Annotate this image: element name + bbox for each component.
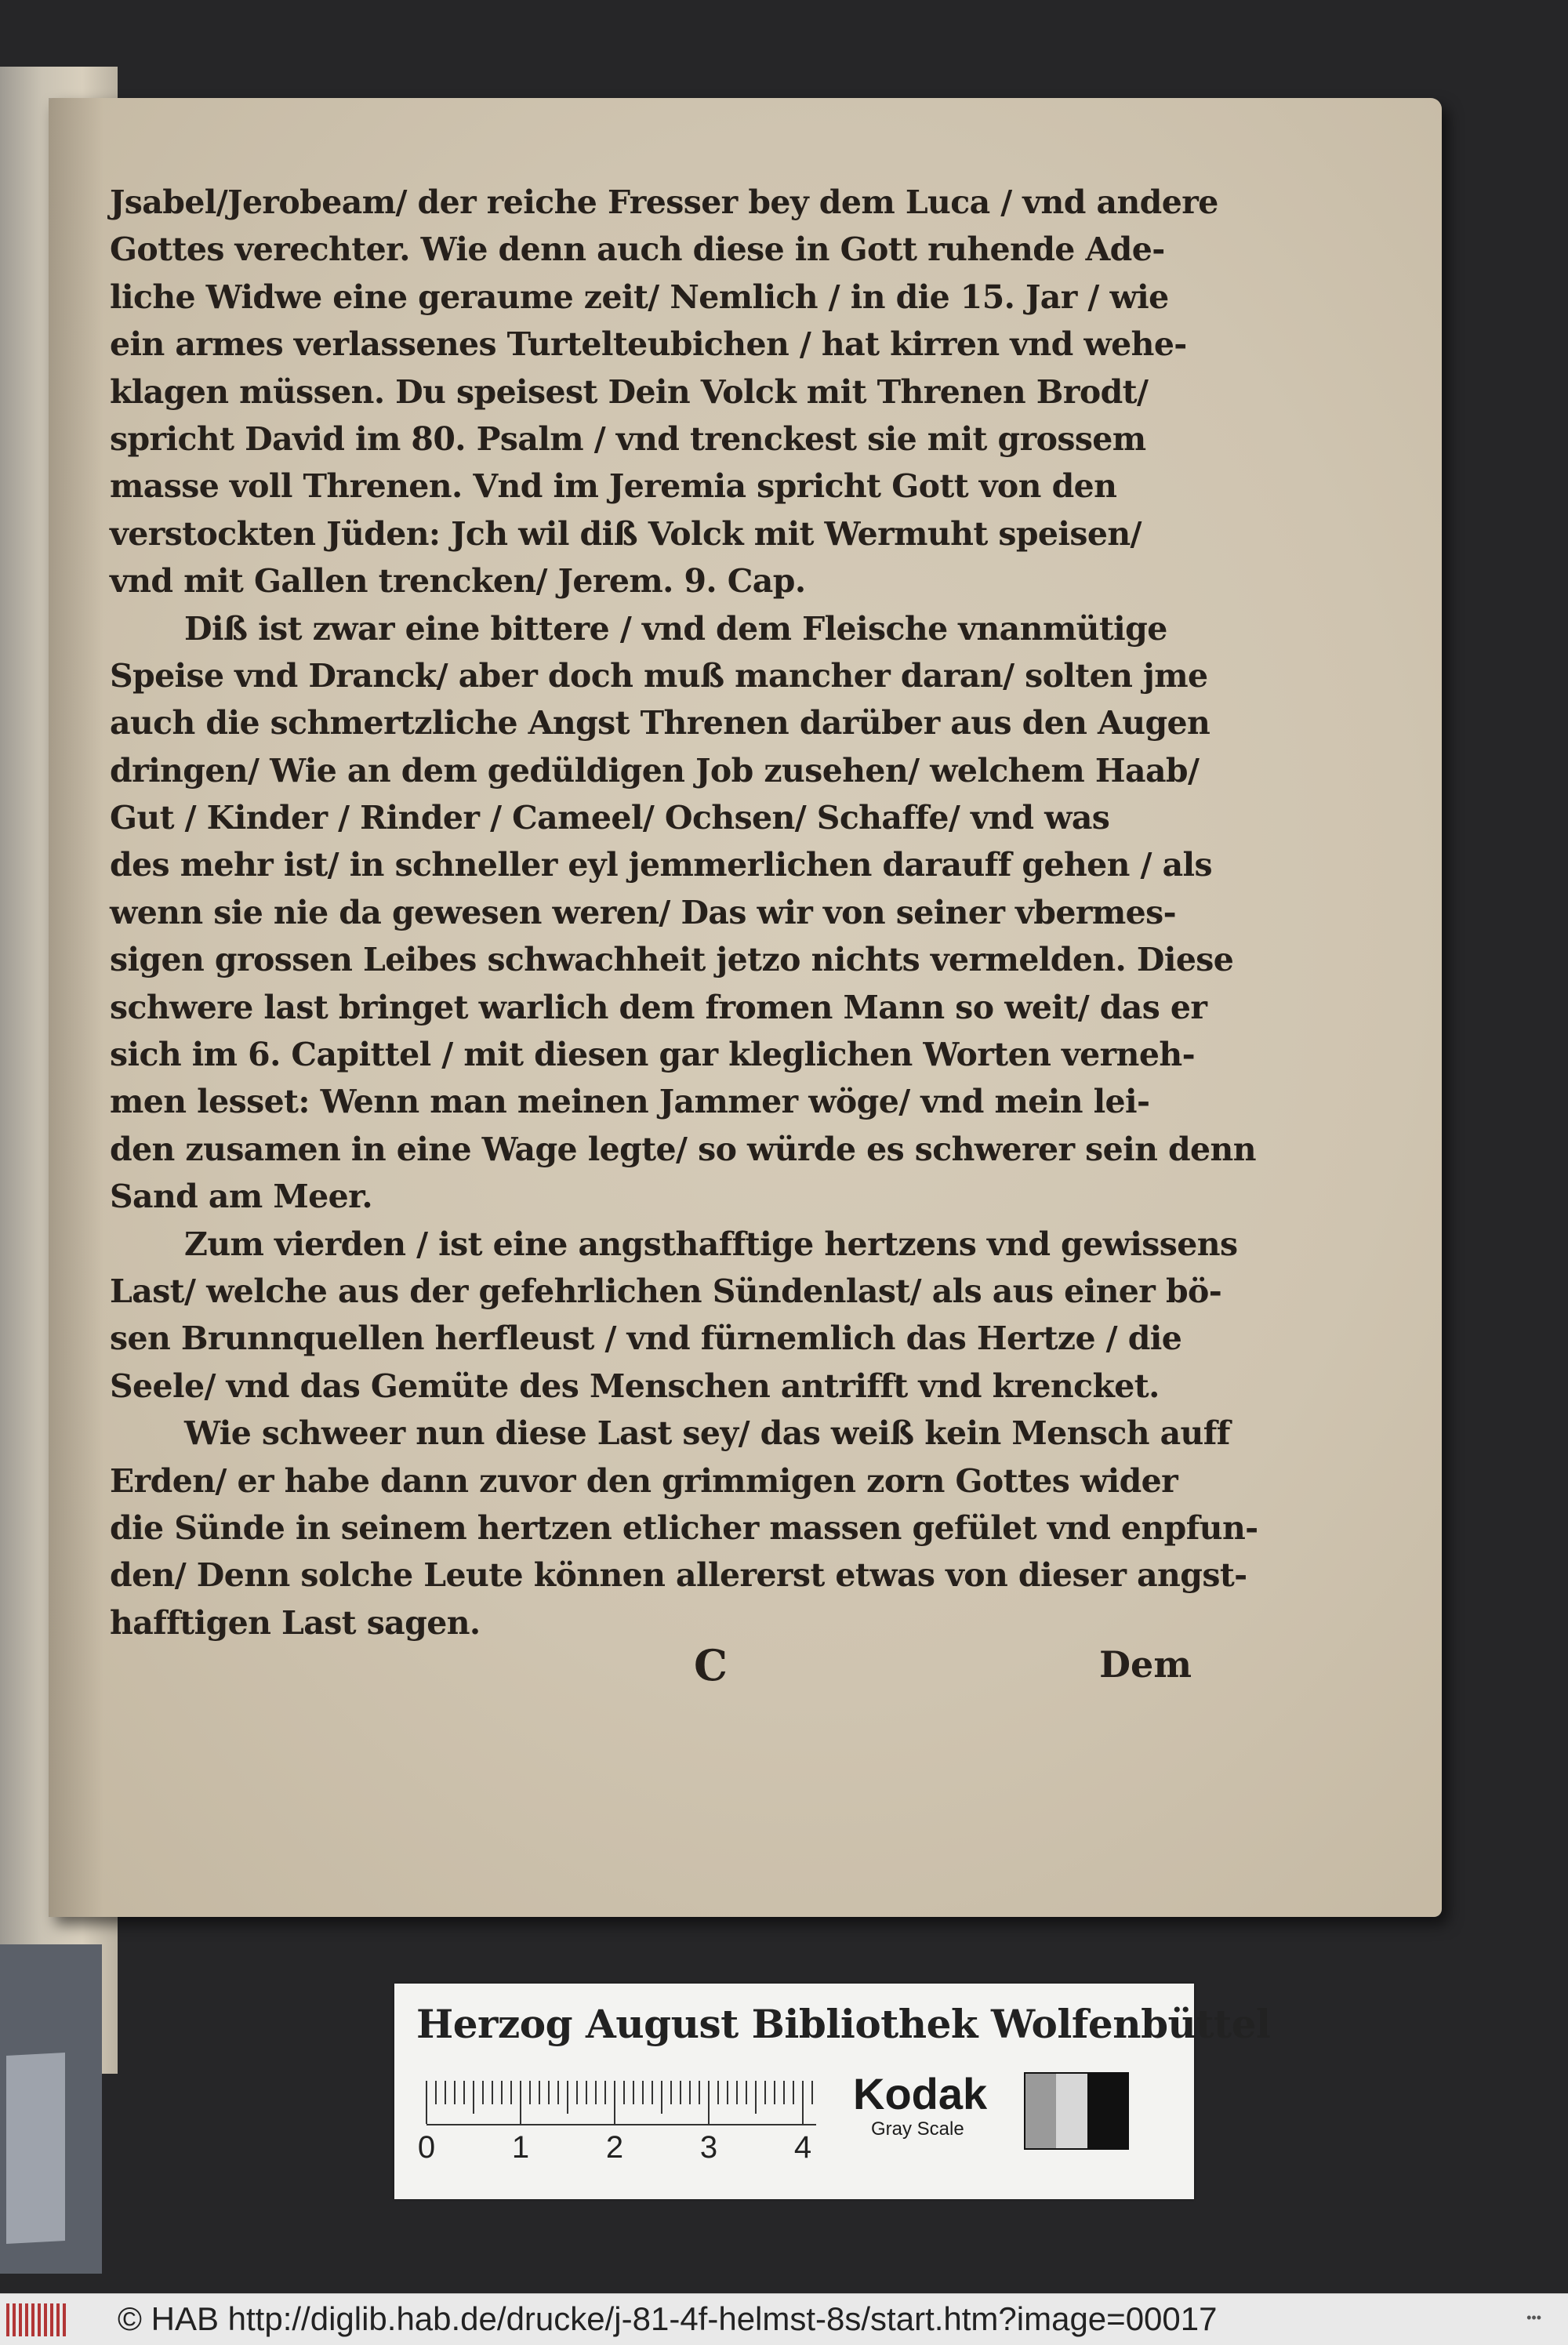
text-line: Sand am Meer.	[110, 1178, 373, 1216]
text-line: Zum vierden / ist eine angsthafftige hertzens vnd gewissens	[184, 1225, 1238, 1263]
text-line: ein armes verlassenes Turtelteubichen / hat kirren vnd wehe-	[110, 325, 1187, 364]
text-line: Gottes verechter. Wie denn auch diese in Gott ruhende Ade-	[110, 231, 1165, 269]
text-line: Gut / Kinder / Rinder / Cameel/ Ochsen/ Schaffe/ vnd was	[110, 799, 1110, 837]
gray-patch-black	[1087, 2074, 1127, 2148]
status-bar	[0, 2293, 1568, 2345]
ruler-numbers	[418, 2130, 811, 2165]
library-name: Herzog August Bibliothek Wolfenbüttel	[416, 2001, 1271, 2047]
text-line: klagen müssen. Du speisest Dein Volck mit Threnen Brodt/	[110, 372, 1149, 411]
text-line: sen Brunnquellen herfleust / vnd fürnemlich das Hertze / die	[110, 1320, 1182, 1358]
signature-mark: C	[694, 1640, 728, 1690]
text-line: Jsabel/Jerobeam/ der reiche Fresser bey dem Luca / vnd andere	[110, 183, 1218, 221]
text-line: liche Widwe eine geraume zeit/ Nemlich / in die 15. Jar / wie	[110, 278, 1169, 316]
gray-scale-patches	[1025, 2074, 1127, 2148]
ruler-number: 4	[793, 2130, 812, 2165]
text-line: Diß ist zwar eine bittere / vnd dem Fleische vnanmütige	[184, 609, 1167, 648]
kodak-logo-text: Kodak	[853, 2069, 988, 2118]
color-scale-card	[394, 1984, 1271, 2199]
text-line: sich im 6. Capittel / mit diesen gar kleglichen Worten verneh-	[110, 1036, 1195, 1074]
text-line: schwere last bringet warlich dem fromen Mann so weit/ das er	[110, 988, 1207, 1026]
more-icon[interactable]: •••	[1526, 2310, 1541, 2325]
text-line: Erden/ er habe dann zuvor den grimmigen zorn Gottes wider	[110, 1461, 1178, 1500]
text-line: dringen/ Wie an dem gedüldigen Job zusehen/ welchem Haab/	[110, 751, 1200, 790]
gray-patch-mid	[1025, 2074, 1056, 2148]
text-line: Last/ welche aus der gefehrlichen Sündenlast/ als aus einer bö-	[110, 1272, 1222, 1310]
text-line: des mehr ist/ in schneller eyl jemmerlichen darauff gehen / als	[110, 846, 1213, 884]
page-text-block	[110, 179, 1258, 1646]
ruler-scale	[417, 2078, 820, 2165]
page-gutter-shadow	[49, 98, 103, 1917]
text-line: den/ Denn solche Leute können allererst etwas von dieser angst-	[110, 1556, 1247, 1595]
page-footer	[110, 1640, 1192, 1695]
text-line: sigen grossen Leibes schwachheit jetzo nichts vermelden. Diese	[110, 941, 1234, 979]
text-line: Wie schweer nun diese Last sey/ das weiß kein Mensch auff	[184, 1414, 1230, 1453]
text-line: vnd mit Gallen trencken/ Jerem. 9. Cap.	[110, 562, 806, 601]
text-line: spricht David im 80. Psalm / vnd trenckest sie mit grossem	[110, 419, 1146, 458]
text-line: masse voll Threnen. Vnd im Jeremia spricht Gott von den	[110, 467, 1117, 506]
ruler-number: 2	[605, 2130, 624, 2165]
text-line: Seele/ vnd das Gemüte des Menschen antrifft vnd krencket.	[110, 1367, 1160, 1405]
barcode-icon[interactable]	[6, 2303, 66, 2336]
text-line: den zusamen in eine Wage legte/ so würde es schwerer sein denn	[110, 1130, 1256, 1168]
spine-label	[6, 2053, 65, 2244]
text-line: men lesset: Wenn man meinen Jammer wöge/ vnd mein lei-	[110, 1083, 1150, 1121]
text-line: hafftigen Last sagen.	[110, 1603, 481, 1642]
catchword: Dem	[1099, 1643, 1192, 1686]
text-line: wenn sie nie da gewesen weren/ Das wir von seiner vbermes-	[110, 893, 1176, 931]
text-line: verstockten Jüden: Jch wil diß Volck mit Wermuht speisen/	[110, 514, 1142, 553]
gray-scale-label: Gray Scale	[871, 2118, 964, 2140]
gray-patch-light	[1056, 2074, 1087, 2148]
text-line: die Sünde in seinem hertzen etlicher massen gefület vnd enpfun-	[110, 1508, 1258, 1547]
ruler-number: 3	[699, 2130, 718, 2165]
ruler-number: 1	[511, 2130, 530, 2165]
copyright-url[interactable]: © HAB http://diglib.hab.de/drucke/j-81-4f-helmst-8s/start.htm?image=00017	[118, 2300, 1218, 2337]
ruler-ticks	[426, 2081, 816, 2125]
text-line: auch die schmertzliche Angst Threnen darüber aus den Augen	[110, 704, 1210, 742]
ruler-number: 0	[417, 2130, 436, 2165]
text-line: Speise vnd Dranck/ aber doch muß mancher daran/ solten jme	[110, 656, 1208, 695]
